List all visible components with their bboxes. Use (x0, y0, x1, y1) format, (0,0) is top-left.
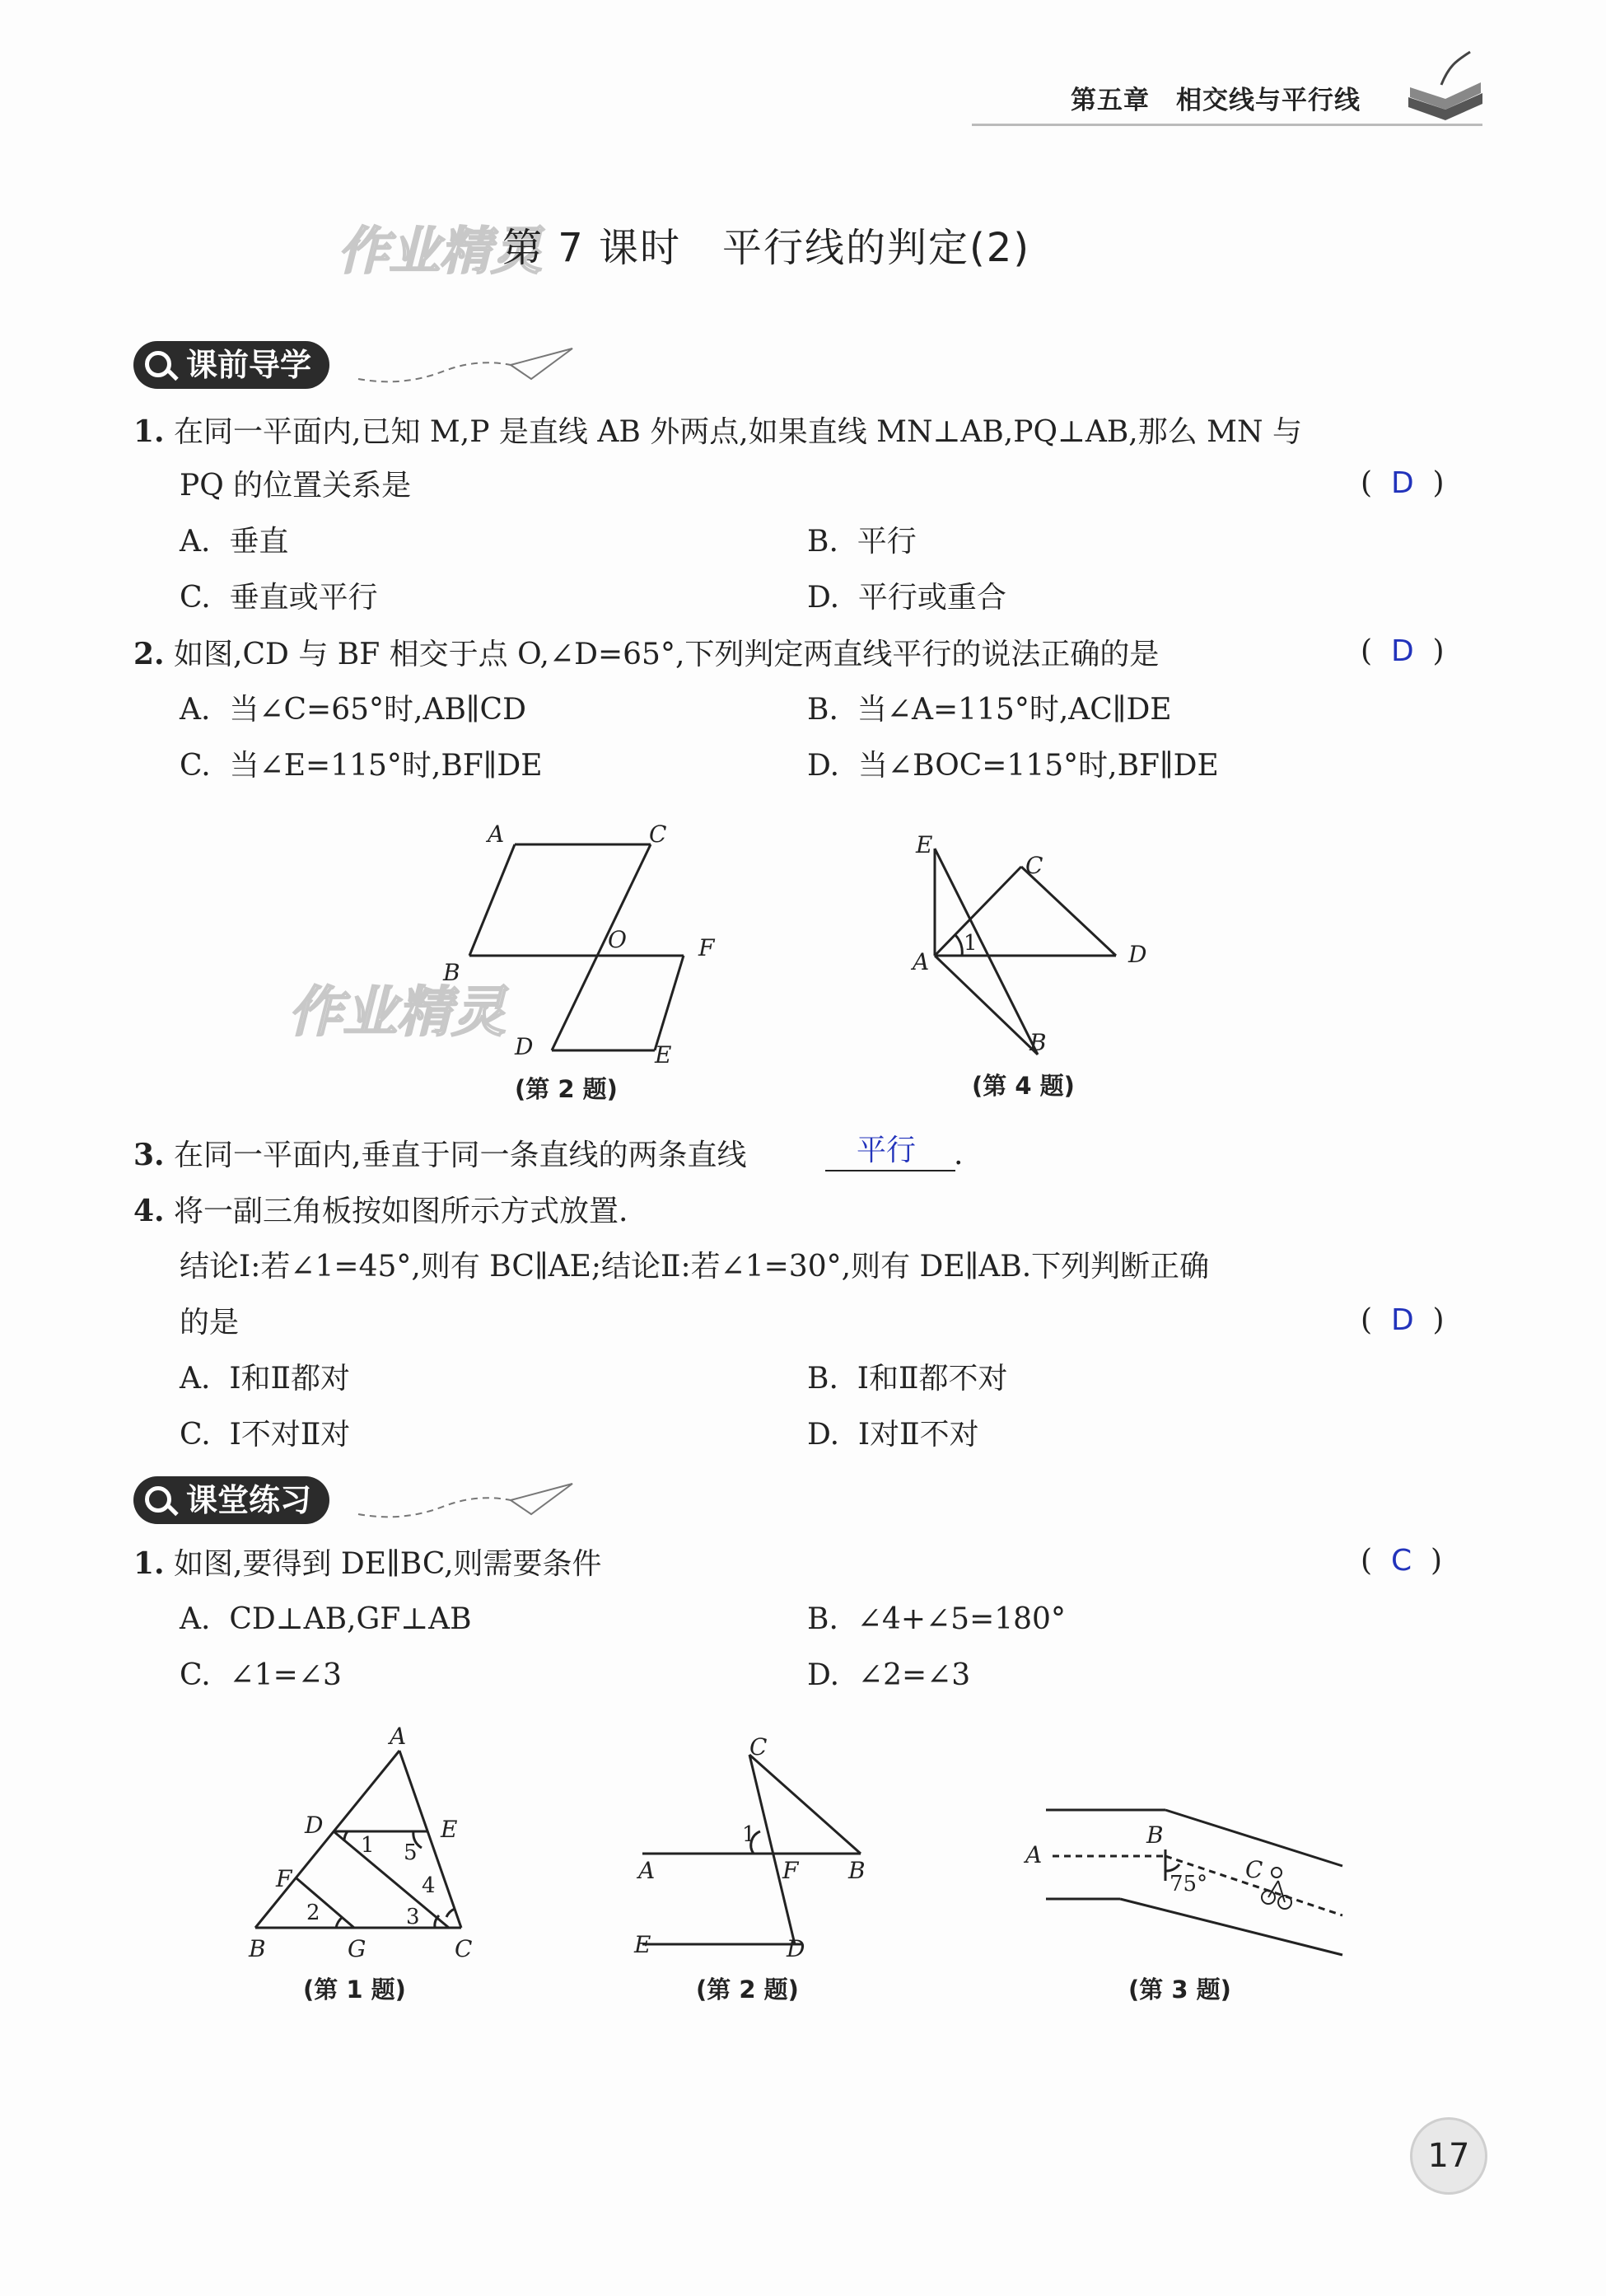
caption-practice-2: (第 2 题) (696, 1976, 799, 2004)
label-angle-3: 3 (406, 1905, 420, 1929)
label-B: B (443, 959, 460, 986)
label-E: E (655, 1041, 672, 1069)
pre-q4-line3: 的是 (180, 1306, 240, 1340)
label-angle-1: 1 (361, 1833, 375, 1858)
caption-fig4: (第 4 题) (972, 1072, 1075, 1100)
pre-q3-period: . (954, 1138, 964, 1171)
label-D: D (515, 1033, 534, 1060)
label-D: D (787, 1935, 805, 1962)
label-F: F (782, 1857, 799, 1884)
pre-q4-answer-bracket: ( D ) (1361, 1303, 1445, 1337)
option-b: B. Ⅰ和Ⅱ都不对 (807, 1362, 1008, 1396)
pre-q3-answer: 平行 (857, 1134, 917, 1167)
option-d: D. Ⅰ对Ⅱ不对 (807, 1418, 979, 1452)
option-a: A. 当∠C=65°时,AB∥CD (180, 693, 526, 727)
paper-plane-icon (354, 342, 577, 391)
practice-q1-answer-bracket: ( C ) (1361, 1544, 1443, 1578)
answer-blank-line (825, 1170, 955, 1171)
figure-pre-q4 (898, 824, 1169, 1063)
watermark-title: 作业精灵 (338, 221, 543, 281)
label-angle-4: 4 (422, 1873, 436, 1898)
label-D: D (1128, 941, 1147, 968)
magnifier-icon (145, 1486, 171, 1513)
pre-q1-answer-bracket: ( D ) (1361, 466, 1445, 500)
label-F: F (276, 1865, 292, 1892)
label-B: B (1146, 1821, 1164, 1849)
figure-practice-2 (630, 1734, 877, 1965)
label-A: A (390, 1723, 407, 1750)
option-c: C. 当∠E=115°时,BF∥DE (180, 749, 543, 783)
figure-practice-1 (239, 1718, 494, 1965)
label-C: C (455, 1935, 473, 1962)
option-c: C. ∠1=∠3 (180, 1658, 342, 1692)
caption-practice-1: (第 1 题) (303, 1976, 406, 2004)
label-O: O (608, 926, 627, 953)
label-C: C (1245, 1856, 1263, 1883)
label-angle-75: 75° (1169, 1872, 1208, 1896)
label-C: C (1025, 852, 1043, 879)
label-B: B (249, 1935, 266, 1962)
page-number: 17 (1410, 2117, 1487, 2195)
watermark-figure: 作业精灵 (288, 980, 506, 1044)
label-A: A (913, 948, 930, 975)
pre-q3: 3. 在同一平面内,垂直于同一条直线的两条直线 (133, 1138, 747, 1172)
label-angle-1: 1 (742, 1822, 756, 1847)
pre-q2-answer-bracket: ( D ) (1361, 634, 1445, 668)
practice-q1: 1. 如图,要得到 DE∥BC,则需要条件 (133, 1546, 602, 1581)
option-d: D. 平行或重合 (807, 581, 1006, 615)
pre-q1: 1. 在同一平面内,已知 M,P 是直线 AB 外两点,如果直线 MN⊥AB,PQ⊥AB,那么 MN 与 (133, 414, 1302, 449)
label-C: C (749, 1734, 768, 1761)
pre-q4: 4. 将一副三角板按如图所示方式放置. (133, 1194, 628, 1228)
option-c: C. Ⅰ不对Ⅱ对 (180, 1418, 351, 1452)
label-E: E (916, 831, 933, 858)
label-D: D (305, 1812, 324, 1839)
label-G: G (348, 1935, 366, 1962)
option-a: A. CD⊥AB,GF⊥AB (180, 1602, 472, 1636)
label-angle-5: 5 (404, 1840, 418, 1865)
label-E: E (441, 1816, 458, 1843)
label-B: B (1029, 1029, 1047, 1056)
caption-practice-3: (第 3 题) (1128, 1976, 1231, 2004)
label-angle-1: 1 (964, 931, 978, 956)
label-A: A (488, 821, 505, 848)
page-title: 第 7 课时 平行线的判定(2) (502, 225, 1031, 271)
pre-q4-line2: 结论Ⅰ:若∠1=45°,则有 BC∥AE;结论Ⅱ:若∠1=30°,则有 DE∥AB.下列判断正确 (180, 1250, 1210, 1284)
paper-plane-icon (354, 1477, 577, 1527)
option-b: B. 平行 (807, 525, 917, 559)
label-A: A (638, 1857, 656, 1884)
option-d: D. 当∠BOC=115°时,BF∥DE (807, 749, 1219, 783)
section-pre-study: 课前导学 (133, 341, 329, 389)
option-d: D. ∠2=∠3 (807, 1658, 971, 1692)
magnifier-icon (145, 351, 171, 377)
option-b: B. 当∠A=115°时,AC∥DE (807, 693, 1172, 727)
section-practice: 课堂练习 (133, 1476, 329, 1524)
label-F: F (698, 934, 715, 961)
pre-q1-line2: PQ 的位置关系是 (180, 469, 412, 503)
label-C: C (649, 821, 667, 848)
label-E: E (634, 1931, 651, 1958)
option-b: B. ∠4+∠5=180° (807, 1602, 1066, 1636)
figure-practice-3 (1021, 1792, 1367, 1965)
label-angle-2: 2 (306, 1901, 320, 1925)
option-a: A. Ⅰ和Ⅱ都对 (180, 1362, 351, 1396)
chapter-header: 第五章 相交线与平行线 (1071, 86, 1361, 115)
bicycle-icon (1262, 1868, 1291, 1909)
caption-fig2: (第 2 题) (515, 1075, 618, 1103)
book-icon (1400, 48, 1491, 122)
option-a: A. 垂直 (180, 525, 289, 559)
label-B: B (848, 1857, 866, 1884)
label-A: A (1025, 1841, 1043, 1868)
option-c: C. 垂直或平行 (180, 581, 378, 615)
pre-q2: 2. 如图,CD 与 BF 相交于点 O,∠D=65°,下列判定两直线平行的说法正确的是 (133, 637, 1160, 671)
header-rule (972, 124, 1482, 126)
